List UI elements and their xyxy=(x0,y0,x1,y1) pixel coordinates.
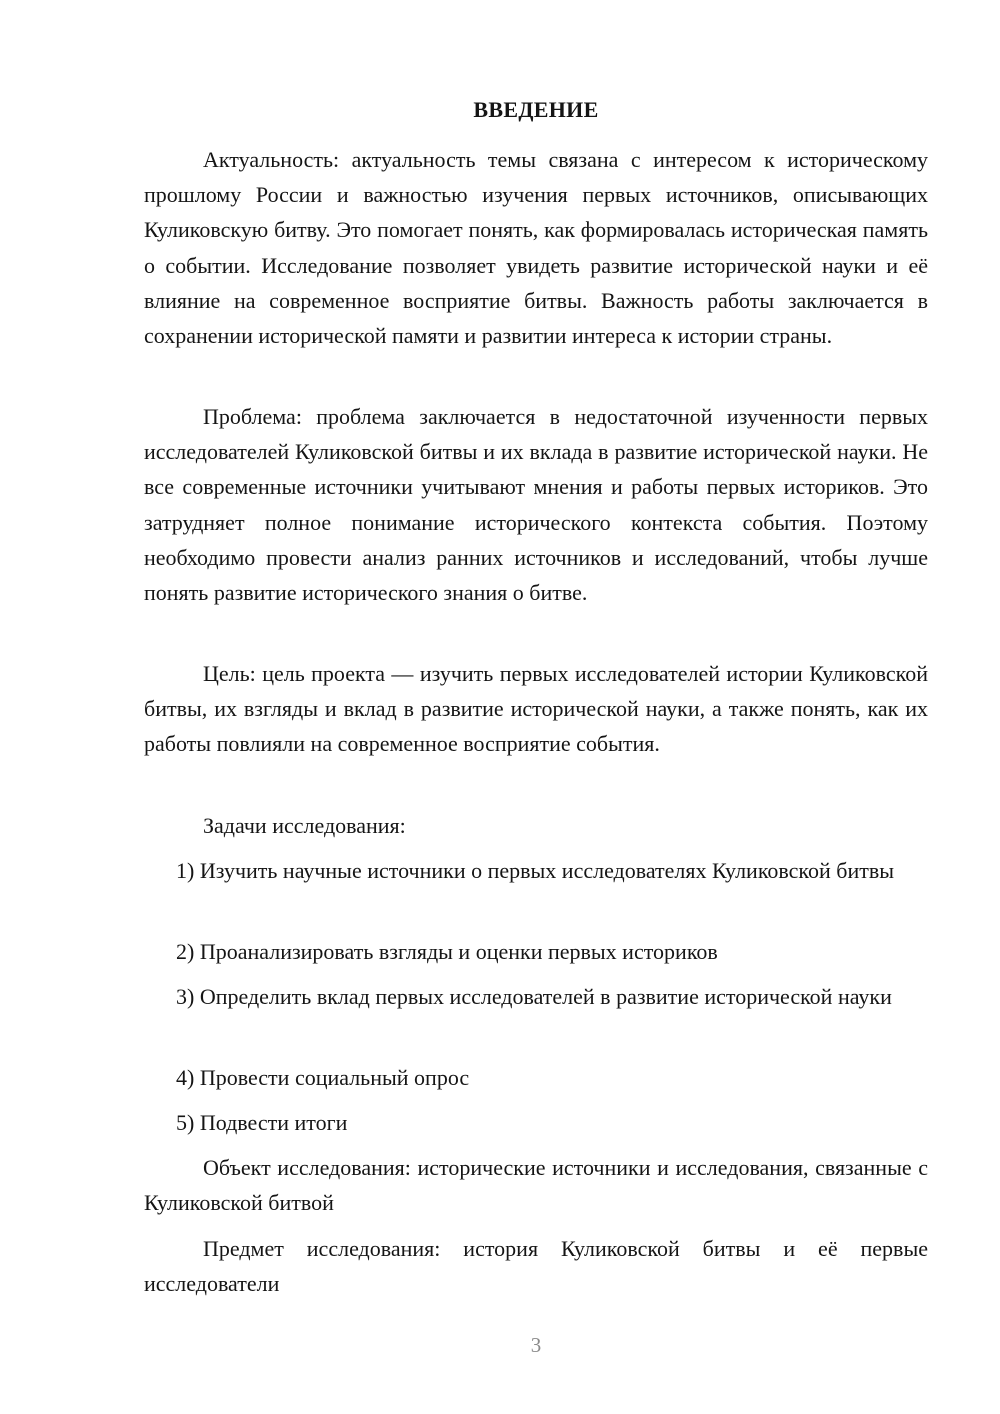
section-heading: ВВЕДЕНИЕ xyxy=(473,97,599,122)
page-number: 3 xyxy=(530,1333,542,1357)
task-item: 5) Подвести итоги xyxy=(176,1110,348,1135)
goal-paragraph: Цель: цель проекта — изучить первых исследователей истории Куликовской битвы, их взгляды и вклад в развитие исторической науки, а также понять, как их работы повлияли на современное восприятие события. xyxy=(144,661,928,757)
problem-paragraph: Проблема: проблема заключается в недостаточной изученности первых исследователей Куликовской битвы и их вклада в развитие исторической науки. Не все современные источники учитывают мнения и работы первых историков. Это затрудняет полное понимание исторического контекста события. Поэтому необходимо провести анализ ранних источников и исследований, чтобы лучше понять развитие исторического знания о битве. xyxy=(144,404,928,606)
tasks-heading: Задачи исследования: xyxy=(203,813,406,838)
relevance-paragraph: Актуальность: актуальность темы связана с интересом к историческому прошлому России и важностью изучения первых источников, описывающих Куликовскую битву. Это помогает понять, как формировалась историческая память о событии. Исследование позволяет увидеть развитие исторической науки и её влияние на современное восприятие битвы. Важность работы заключается в сохранении исторической памяти и развитии интереса к истории страны. xyxy=(144,147,928,349)
task-item: 3) Определить вклад первых исследователей в развитие исторической науки xyxy=(176,984,892,1009)
task-item: 2) Проанализировать взгляды и оценки первых историков xyxy=(176,939,718,964)
subject-paragraph: Предмет исследования: история Куликовской битвы и её первые исследователи xyxy=(144,1236,928,1297)
task-item: 1) Изучить научные источники о первых исследователях Куликовской битвы xyxy=(176,858,895,883)
object-paragraph: Объект исследования: исторические источники и исследования, связанные с Куликовской битвой xyxy=(144,1155,928,1216)
task-item: 4) Провести социальный опрос xyxy=(176,1065,470,1090)
